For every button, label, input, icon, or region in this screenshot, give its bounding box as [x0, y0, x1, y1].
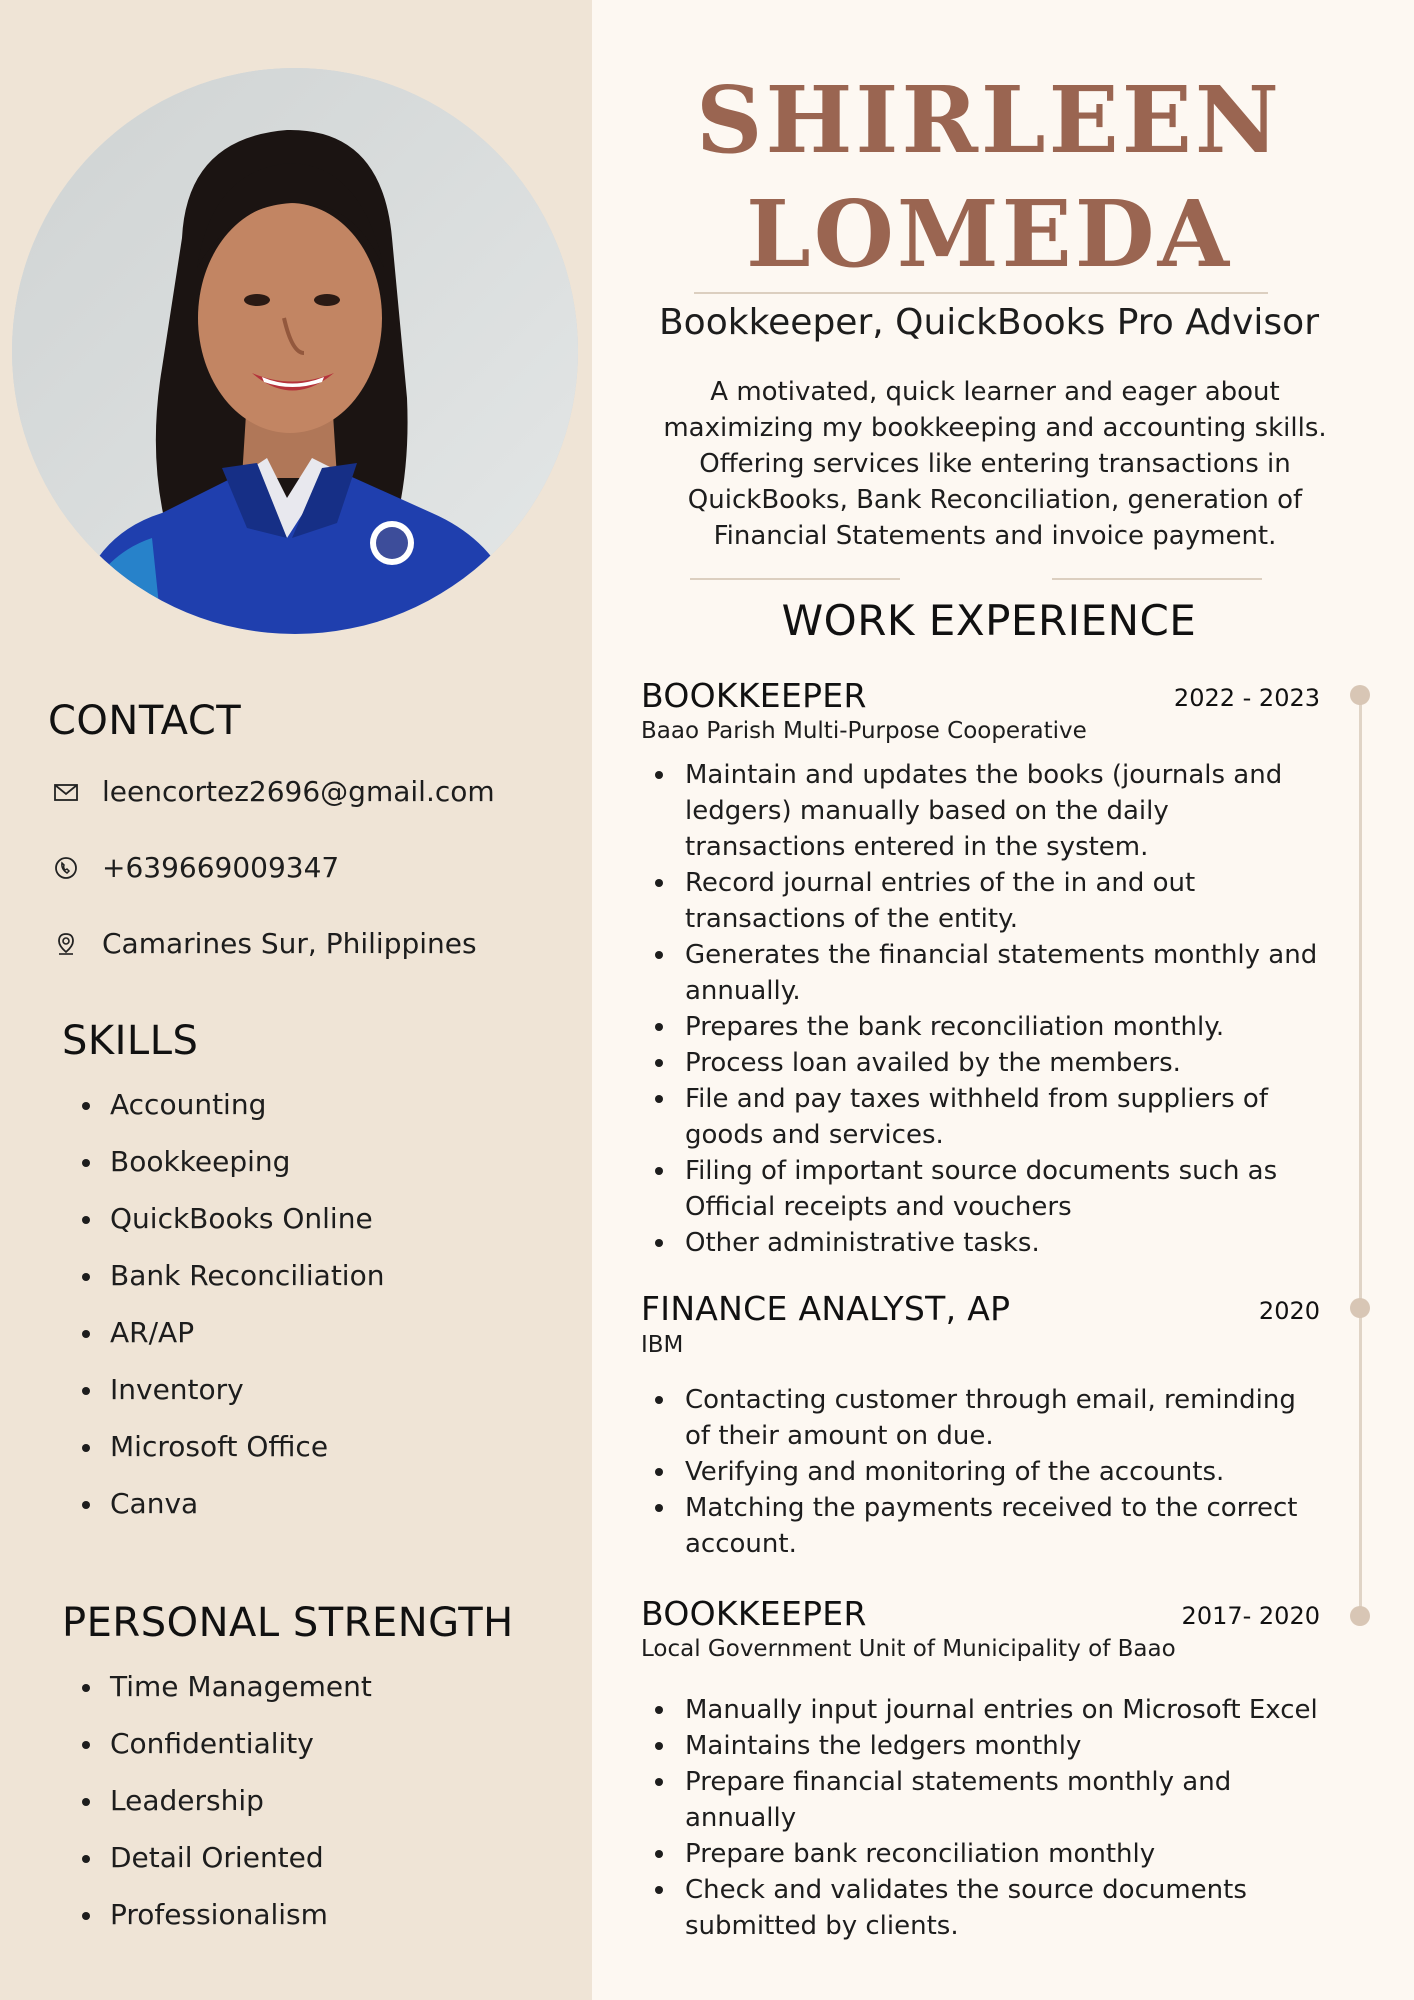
- profile-photo-illustration: [12, 68, 578, 634]
- list-item: Time Management: [62, 1670, 372, 1727]
- list-item: Maintain and updates the books (journals and ledgers) manually based on the daily transactions entered in the system.: [641, 757, 1321, 865]
- contact-location: [52, 927, 477, 960]
- job-bullets: [641, 1382, 1321, 1562]
- list-item: Contacting customer through email, reminding of their amount on due.: [641, 1382, 1321, 1454]
- contact-heading: CONTACT: [48, 698, 242, 744]
- job-title: FINANCE ANALYST, AP: [641, 1289, 1011, 1328]
- list-item: Prepares the bank reconciliation monthly.: [641, 1009, 1321, 1045]
- job-org: Baao Parish Multi-Purpose Cooperative: [641, 718, 1087, 744]
- list-item: Filing of important source documents such as Official receipts and vouchers: [641, 1153, 1321, 1225]
- strength-heading: PERSONAL STRENGTH: [62, 1600, 514, 1646]
- profile-photo: [12, 68, 578, 634]
- list-item: Other administrative tasks.: [641, 1225, 1321, 1261]
- list-item: Process loan availed by the members.: [641, 1045, 1321, 1081]
- summary-divider-right: [1052, 578, 1262, 580]
- list-item: Maintains the ledgers monthly: [641, 1728, 1321, 1764]
- job-org: Local Government Unit of Municipality of Baao: [641, 1636, 1176, 1662]
- list-item: Canva: [62, 1487, 384, 1544]
- timeline-dot: [1350, 1606, 1370, 1626]
- summary-text: A motivated, quick learner and eager about maximizing my bookkeeping and accounting skills. Offering services like entering transactions in QuickBooks, Bank Reconciliation, generation of Financial Statements and invoice payment.: [663, 377, 1327, 551]
- work-experience-heading: WORK EXPERIENCE: [781, 596, 1197, 645]
- list-item: Accounting: [62, 1088, 384, 1145]
- list-item: File and pay taxes withheld from suppliers of goods and services.: [641, 1081, 1321, 1153]
- contact-email[interactable]: [52, 775, 495, 808]
- list-item: Record journal entries of the in and out transactions of the entity.: [641, 865, 1321, 937]
- first-name: SHIRLEEN: [696, 66, 1282, 174]
- phone-text: +639669009347: [102, 851, 340, 884]
- job-dates: 2022 - 2023: [1173, 684, 1320, 712]
- list-item: Detail Oriented: [62, 1841, 372, 1898]
- job-dates: 2020: [1258, 1297, 1320, 1325]
- list-item: Inventory: [62, 1373, 384, 1430]
- list-item: Professionalism: [62, 1898, 372, 1955]
- list-item: Confidentiality: [62, 1727, 372, 1784]
- timeline-dot: [1350, 1298, 1370, 1318]
- timeline-dot: [1350, 685, 1370, 705]
- phone-icon: [52, 854, 80, 882]
- list-item: AR/AP: [62, 1316, 384, 1373]
- strength-list: [62, 1670, 372, 1955]
- skills-heading: SKILLS: [62, 1018, 199, 1064]
- contact-phone[interactable]: [52, 851, 339, 884]
- summary-divider-left: [690, 578, 900, 580]
- job-bullets: [641, 757, 1321, 1261]
- location-text: Camarines Sur, Philippines: [102, 927, 477, 960]
- list-item: Bookkeeping: [62, 1145, 384, 1202]
- skills-list: [62, 1088, 384, 1544]
- list-item: Prepare bank reconciliation monthly: [641, 1836, 1321, 1872]
- list-item: Generates the financial statements monthly and annually.: [641, 937, 1321, 1009]
- list-item: Prepare financial statements monthly and annually: [641, 1764, 1321, 1836]
- list-item: Matching the payments received to the correct account.: [641, 1490, 1321, 1562]
- email-text: leencortez2696@gmail.com: [102, 775, 495, 808]
- job-role: Bookkeeper, QuickBooks Pro Advisor: [658, 302, 1320, 343]
- list-item: Manually input journal entries on Microsoft Excel: [641, 1692, 1321, 1728]
- timeline-line: [1359, 694, 1362, 1616]
- job-title: BOOKKEEPER: [641, 676, 867, 715]
- list-item: Leadership: [62, 1784, 372, 1841]
- list-item: QuickBooks Online: [62, 1202, 384, 1259]
- list-item: Verifying and monitoring of the accounts.: [641, 1454, 1321, 1490]
- location-pin-icon: [52, 930, 80, 958]
- last-name: LOMEDA: [746, 180, 1232, 288]
- list-item: Check and validates the source documents submitted by clients.: [641, 1872, 1321, 1944]
- envelope-icon: [52, 778, 80, 806]
- name-divider: [694, 292, 1268, 294]
- left-column: [0, 0, 592, 2000]
- job-org: IBM: [641, 1332, 684, 1358]
- job-bullets: [641, 1692, 1321, 1944]
- list-item: Bank Reconciliation: [62, 1259, 384, 1316]
- job-title: BOOKKEEPER: [641, 1594, 867, 1633]
- list-item: Microsoft Office: [62, 1430, 384, 1487]
- job-dates: 2017- 2020: [1181, 1602, 1320, 1630]
